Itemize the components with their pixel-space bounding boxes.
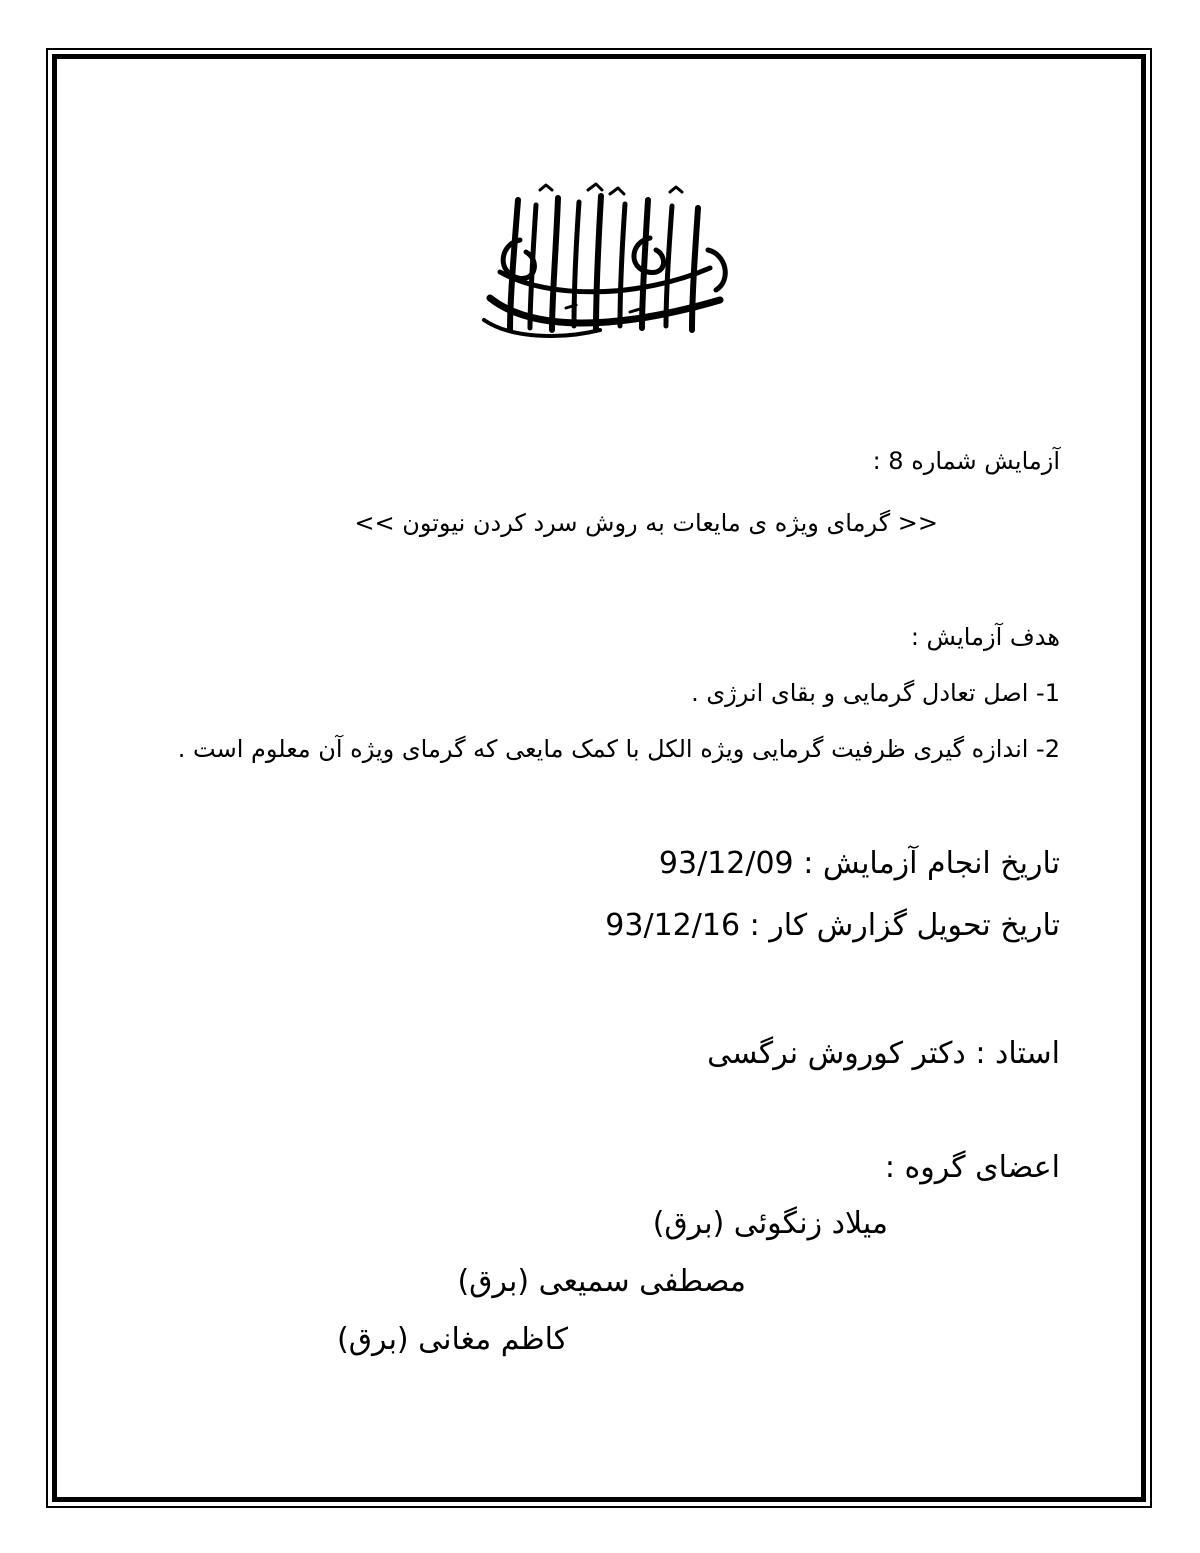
performed-date-value: 93/12/09 [658, 846, 794, 881]
group-member-3: کاظم مغانی (برق) [337, 1322, 568, 1357]
delivered-date-row [605, 908, 1060, 944]
group-heading: اعضای گروه : [884, 1150, 1060, 1185]
experiment-title: << گرمای ویژه ی مایعات به روش سرد کردن نیوتون >> [354, 509, 938, 537]
performed-date-row [659, 846, 1060, 882]
delivered-date-value: 93/12/16 [605, 908, 741, 943]
delivered-date-label: تاریخ تحویل گزارش کار : [740, 908, 1060, 943]
performed-date-label: تاریخ انجام آزمایش : [793, 846, 1060, 881]
group-member-1: میلاد زنگوئی (برق) [652, 1206, 888, 1241]
goal-item-1: 1- اصل تعادل گرمایی و بقای انرژی . [691, 679, 1060, 707]
goal-item-2: 2- اندازه گیری ظرفیت گرمایی ویژه الکل با کمک مایعی که گرمای ویژه آن معلوم است . [177, 735, 1060, 763]
instructor: استاد : دکتر کوروش نرگسی [707, 1036, 1060, 1071]
bismillah-calligraphy-seal [470, 180, 740, 340]
group-member-2: مصطفی سمیعی (برق) [457, 1264, 746, 1299]
goal-heading: هدف آزمایش : [910, 623, 1060, 651]
experiment-number-label: آزمایش شماره 8 : [872, 447, 1060, 475]
